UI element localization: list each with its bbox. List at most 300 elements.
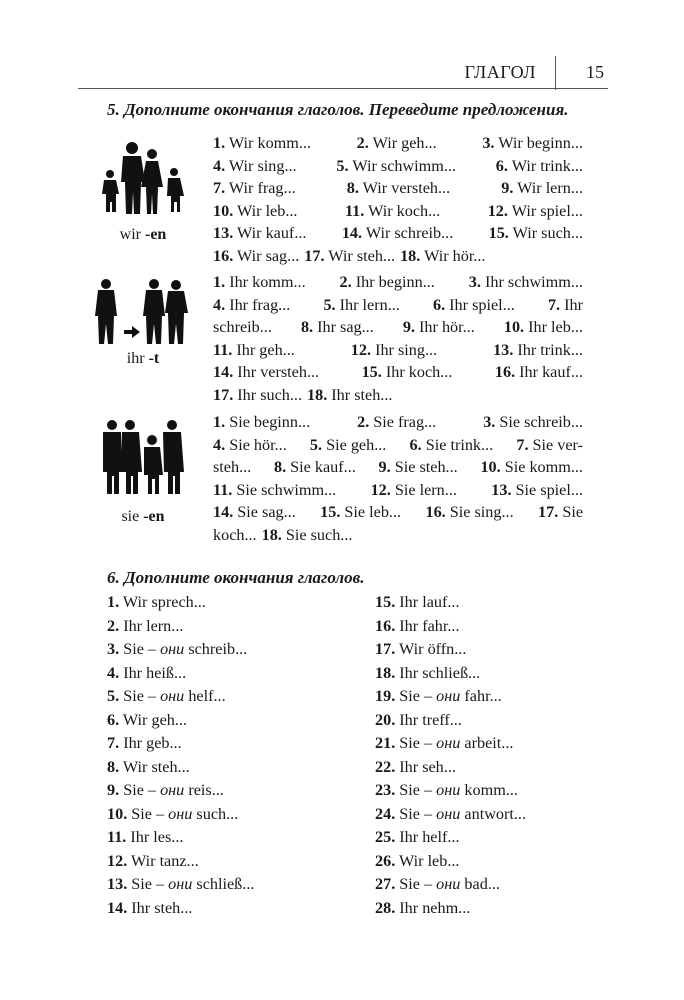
exercise-item (213, 501, 296, 524)
item-text: Sie – (123, 781, 161, 799)
exercise-line (213, 316, 583, 339)
item-number: 28. (375, 898, 396, 917)
item-verb: such... (192, 804, 239, 823)
exercise-line (213, 245, 583, 268)
exercise-item (323, 294, 399, 317)
exercise-item (107, 803, 254, 827)
item-number: 6. (409, 435, 422, 454)
caption-wir (98, 226, 188, 244)
exercise-item (340, 271, 435, 294)
item-text: Ihr (564, 295, 583, 314)
item-number: 13. (213, 224, 234, 242)
exercise-item (375, 826, 526, 850)
item-number: 8. (346, 179, 359, 197)
exercise-item (213, 524, 257, 547)
item-text: Ihr lern... (339, 295, 400, 314)
exercise-item (375, 709, 526, 733)
item-number: 4. (213, 435, 226, 454)
item-verb: komm... (460, 781, 518, 799)
item-text: Ihr kauf... (519, 363, 583, 381)
item-text: Sie – (399, 875, 437, 893)
item-number: 3. (107, 640, 120, 658)
exercise-line (213, 294, 583, 317)
item-number: 1. (213, 273, 226, 291)
item-text: Sie frag... (373, 413, 437, 431)
item-number: 17. (213, 385, 234, 404)
caption-pronoun: wir (119, 226, 141, 243)
item-text: Ihr nehm... (399, 898, 471, 917)
item-number: 4. (213, 156, 226, 175)
caption-ending: -t (148, 350, 160, 367)
exercise-item (375, 803, 526, 827)
exercise-item (483, 411, 583, 434)
item-verb: schreib... (184, 640, 248, 658)
exercise-item (301, 316, 374, 339)
item-number: 18. (375, 663, 396, 682)
item-number: 5. (309, 435, 323, 454)
item-number: 16. (494, 363, 516, 381)
item-number: 14. (107, 898, 128, 917)
exercise-line (213, 479, 583, 502)
caption-sie (98, 508, 188, 526)
item-text: Ihr geh... (236, 340, 295, 359)
item-text: Wir steh... (328, 246, 396, 265)
item-text: Ihr koch... (385, 363, 453, 381)
exercise-item (351, 339, 437, 362)
exercise-line (213, 200, 583, 223)
item-number: 7. (107, 734, 120, 752)
exercise-item (410, 434, 494, 457)
exercise-item (362, 361, 453, 384)
exercise-5-sie-block (213, 411, 583, 546)
exercise-item (375, 732, 526, 756)
item-text: Sie leb... (344, 503, 402, 521)
caption-ihr (98, 350, 188, 368)
item-number: 20. (375, 710, 396, 729)
item-number: 1. (213, 413, 226, 431)
item-text: Wir hör... (424, 246, 486, 265)
item-text: Ihr seh... (399, 757, 456, 776)
item-text: Sie sag... (237, 503, 296, 521)
exercise-item (375, 638, 526, 662)
item-text: Sie beginn... (229, 413, 311, 431)
item-number: 8. (107, 757, 120, 776)
item-text: Sie – (123, 687, 161, 705)
item-number: 15. (320, 503, 341, 521)
item-text: Ihr versteh... (237, 363, 320, 381)
item-number: 1. (107, 593, 120, 611)
item-text: Sie schreib... (499, 413, 583, 431)
exercise-item (493, 339, 583, 362)
exercise-item (371, 479, 457, 502)
exercise-item (107, 709, 254, 733)
item-number: 12. (487, 201, 508, 220)
item-number: 4. (213, 295, 226, 314)
item-number: 27. (375, 875, 396, 893)
item-text: Sie – (123, 640, 161, 658)
exercise-item (213, 222, 306, 245)
item-text: Wir versteh... (362, 179, 451, 197)
item-translation: они (436, 781, 461, 799)
item-number: 22. (375, 757, 396, 776)
page-number: 15 (586, 62, 604, 82)
item-text: Ihr les... (130, 828, 184, 846)
item-text: steh... (213, 458, 252, 476)
item-text: Sie – (399, 687, 437, 705)
item-text: Sie – (399, 781, 437, 799)
item-number: 9. (378, 458, 391, 476)
exercise-item (213, 456, 251, 479)
item-text: Sie kauf... (290, 458, 356, 476)
exercise-item (107, 591, 254, 615)
exercise-item (213, 132, 311, 155)
exercise-line (213, 361, 583, 384)
exercise-item (469, 271, 583, 294)
exercise-item (548, 294, 583, 317)
item-text: Wir sag... (237, 246, 300, 265)
exercise-item (213, 155, 297, 178)
item-number: 14. (341, 224, 363, 242)
item-text: Wir geh... (372, 134, 437, 152)
exercise-item (488, 200, 583, 223)
item-translation: они (436, 734, 461, 752)
item-text: Ihr schließ... (399, 663, 481, 682)
exercise-item (213, 294, 290, 317)
item-verb: schließ... (192, 875, 255, 893)
exercise-item (213, 411, 310, 434)
item-text: Ihr treff... (399, 710, 462, 729)
exercise-line (213, 456, 583, 479)
item-number: 1. (213, 134, 226, 152)
item-number: 18. (307, 385, 328, 404)
item-verb: antwort... (460, 804, 527, 823)
exercise-line (213, 524, 583, 547)
item-text: Wir spiel... (511, 201, 583, 220)
item-text: Wir trink... (511, 156, 583, 175)
item-number: 7. (547, 295, 561, 314)
item-verb: arbeit... (460, 734, 514, 752)
exercise-item (107, 685, 254, 709)
item-text: Ihr schwimm... (484, 273, 583, 291)
item-text: Ihr heiß... (123, 663, 187, 682)
item-verb: reis... (184, 781, 224, 799)
exercise-item (379, 456, 458, 479)
chapter-title: ГЛАГОЛ (464, 62, 536, 82)
item-number: 23. (375, 781, 396, 799)
exercise-item (375, 850, 526, 874)
item-number: 4. (107, 663, 120, 682)
item-text: Sie – (399, 804, 437, 823)
exercise-item (375, 662, 526, 686)
item-translation: они (160, 781, 185, 799)
item-text: Wir kauf... (237, 224, 307, 242)
item-text: Ihr helf... (399, 828, 460, 846)
item-number: 13. (491, 480, 512, 499)
item-text: Ihr steh... (331, 385, 393, 404)
item-number: 10. (107, 804, 128, 823)
exercise-item (213, 200, 297, 223)
item-text: Wir such... (512, 224, 583, 242)
exercise-item (107, 873, 254, 897)
exercise-item (213, 316, 272, 339)
item-text: Ihr such... (237, 385, 303, 404)
item-translation: они (436, 875, 461, 893)
item-number: 5. (107, 687, 120, 705)
exercise-item (375, 591, 526, 615)
item-number: 16. (375, 616, 396, 635)
item-number: 7. (516, 435, 529, 454)
item-text: Wir schreib... (365, 224, 454, 242)
item-translation: они (168, 804, 193, 823)
item-number: 10. (480, 458, 501, 476)
item-text: Ihr komm... (229, 273, 306, 291)
item-number: 7. (213, 179, 226, 197)
exercise-item (107, 850, 254, 874)
item-text: Ihr leb... (528, 318, 583, 336)
item-number: 11. (213, 340, 233, 359)
exercise-item (375, 756, 526, 780)
exercise-item (480, 456, 583, 479)
exercise-item (107, 662, 254, 686)
exercise-item (504, 316, 583, 339)
exercise-item (213, 434, 287, 457)
item-number: 6. (107, 710, 120, 729)
item-text: Wir sprech... (122, 593, 206, 611)
item-text: Wir öffn... (399, 640, 467, 658)
exercise-item (357, 411, 436, 434)
people-arrow-silhouette-icon (94, 278, 194, 346)
exercise-item (347, 177, 450, 200)
exercise-5-ihr-block (213, 271, 583, 406)
exercise-item (342, 222, 453, 245)
exercise-item (425, 501, 513, 524)
header-divider (555, 56, 556, 90)
item-text: Wir geh... (122, 710, 187, 729)
item-number: 16. (213, 246, 234, 265)
item-number: 12. (107, 851, 128, 870)
exercise-item (501, 177, 583, 200)
item-number: 16. (425, 503, 446, 521)
exercise-item (495, 361, 583, 384)
item-translation: они (160, 640, 185, 658)
item-text: Ihr trink... (517, 340, 583, 359)
item-number: 5. (323, 295, 336, 314)
exercise-item (213, 245, 299, 268)
exercise-item (400, 245, 485, 268)
caption-pronoun: ihr (126, 350, 145, 367)
item-text: koch... (213, 525, 257, 544)
item-text: Sie – (131, 804, 169, 823)
item-number: 21. (375, 734, 396, 752)
item-text: Ihr spiel... (449, 295, 515, 314)
item-text: Sie komm... (504, 458, 583, 476)
item-text: Sie – (131, 875, 169, 893)
exercise-line (213, 411, 583, 434)
exercise-item (107, 756, 254, 780)
item-number: 3. (482, 134, 495, 152)
item-number: 9. (402, 318, 415, 336)
exercise-item (491, 479, 583, 502)
exercise-item (307, 384, 392, 407)
item-number: 6. (432, 295, 446, 314)
item-number: 3. (468, 273, 481, 291)
exercise-item (403, 316, 475, 339)
item-text: schreib... (213, 318, 272, 336)
item-number: 5. (336, 156, 349, 175)
item-number: 18. (261, 525, 282, 544)
exercise-item (489, 222, 583, 245)
exercise-item (336, 155, 456, 178)
exercise-item (213, 361, 319, 384)
item-text: Wir tanz... (131, 851, 199, 870)
exercise-line (213, 339, 583, 362)
exercise-item (433, 294, 515, 317)
exercise-item (375, 873, 526, 897)
item-text: Sie spiel... (515, 480, 583, 499)
exercise-item (262, 524, 353, 547)
item-text: Sie hör... (229, 435, 287, 454)
item-number: 26. (375, 851, 396, 870)
exercise-item (345, 200, 440, 223)
item-translation: они (160, 687, 185, 705)
item-number: 9. (107, 781, 120, 799)
exercise-item (357, 132, 437, 155)
exercise-item (107, 779, 254, 803)
item-text: Ihr fahr... (399, 616, 460, 635)
family-silhouette-icon (96, 140, 192, 216)
exercise-line (213, 271, 583, 294)
item-number: 2. (339, 273, 352, 291)
exercise-item (213, 479, 336, 502)
item-text: Wir beginn... (498, 134, 583, 152)
exercise-line (213, 132, 583, 155)
item-number: 2. (357, 413, 370, 431)
exercise-item (107, 826, 254, 850)
item-number: 9. (501, 179, 514, 197)
caption-pronoun: sie (121, 508, 140, 525)
item-number: 12. (370, 480, 391, 499)
exercise-item (213, 271, 306, 294)
item-translation: они (436, 804, 461, 823)
item-number: 14. (213, 363, 234, 381)
exercise-line (213, 177, 583, 200)
exercise-item (496, 155, 583, 178)
exercise-item (516, 434, 583, 457)
exercise-6-left-column (107, 591, 254, 920)
item-number: 13. (493, 340, 514, 359)
exercise-item (274, 456, 356, 479)
item-number: 15. (488, 224, 509, 242)
item-number: 17. (538, 503, 559, 521)
item-number: 17. (375, 640, 396, 658)
exercise-item (375, 897, 526, 921)
item-text: Sie lern... (394, 480, 457, 499)
item-text: Wir lern... (517, 179, 583, 197)
group-silhouette-icon (100, 418, 190, 498)
item-number: 10. (213, 201, 234, 220)
item-translation: они (436, 687, 461, 705)
item-text: Sie geh... (326, 435, 387, 454)
exercise-item (107, 732, 254, 756)
exercise-line (213, 501, 583, 524)
caption-ending: -en (145, 226, 167, 243)
exercise-line (213, 434, 583, 457)
item-text: Ihr frag... (229, 295, 291, 314)
item-text: Wir koch... (368, 201, 441, 220)
item-text: Sie such... (285, 525, 353, 544)
exercise-6-title: 6. Дополните окончания глаголов. (107, 568, 365, 587)
exercise-5-wir-block (213, 132, 583, 267)
item-number: 11. (344, 201, 365, 220)
exercise-item (304, 245, 395, 268)
exercise-item (375, 615, 526, 639)
item-number: 10. (503, 318, 525, 336)
item-number: 12. (350, 340, 372, 359)
item-text: Ihr geb... (123, 734, 182, 752)
item-verb: bad... (460, 875, 500, 893)
exercise-item (213, 384, 302, 407)
item-number: 8. (300, 318, 314, 336)
item-text: Ihr lauf... (399, 593, 460, 611)
caption-ending: -en (143, 508, 165, 525)
item-text: Sie sing... (449, 503, 514, 521)
exercise-line (213, 222, 583, 245)
item-number: 14. (213, 503, 234, 521)
item-text: Ihr beginn... (355, 273, 435, 291)
exercise-item (538, 501, 583, 524)
item-number: 11. (213, 480, 233, 499)
item-translation: они (168, 875, 193, 893)
item-text: Sie steh... (394, 458, 458, 476)
item-text: Ihr sag... (317, 318, 374, 336)
item-text: Ihr sing... (375, 340, 438, 359)
exercise-5-title: 5. Дополните окончания глаголов. Переведите предложения. (107, 100, 569, 119)
item-number: 17. (304, 246, 325, 265)
exercise-item (320, 501, 401, 524)
item-text: Sie – (399, 734, 437, 752)
exercise-item (375, 779, 526, 803)
item-number: 18. (400, 246, 421, 265)
item-number: 25. (375, 828, 396, 846)
exercise-item (213, 339, 295, 362)
item-text: Wir leb... (237, 201, 298, 220)
item-number: 13. (107, 875, 128, 893)
item-text: Ihr steh... (131, 898, 193, 917)
item-number: 6. (495, 156, 508, 175)
exercise-item (107, 638, 254, 662)
exercise-item (482, 132, 583, 155)
exercise-line (213, 384, 583, 407)
item-verb: helf... (184, 687, 226, 705)
item-number: 19. (375, 687, 396, 705)
item-text: Wir komm... (228, 134, 311, 152)
item-text: Wir leb... (399, 851, 460, 870)
item-number: 2. (356, 134, 369, 152)
item-text: Wir schwimm... (352, 156, 456, 175)
item-text: Sie ver- (532, 435, 583, 454)
exercise-item (375, 685, 526, 709)
exercise-line (213, 155, 583, 178)
item-number: 15. (361, 363, 382, 381)
exercise-item (107, 615, 254, 639)
item-text: Wir steh... (122, 757, 190, 776)
item-text: Sie (562, 503, 583, 521)
item-number: 15. (375, 593, 396, 611)
exercise-item (310, 434, 386, 457)
item-text: Ihr hör... (419, 318, 475, 336)
item-text: Wir frag... (228, 179, 296, 197)
exercise-item (107, 897, 254, 921)
